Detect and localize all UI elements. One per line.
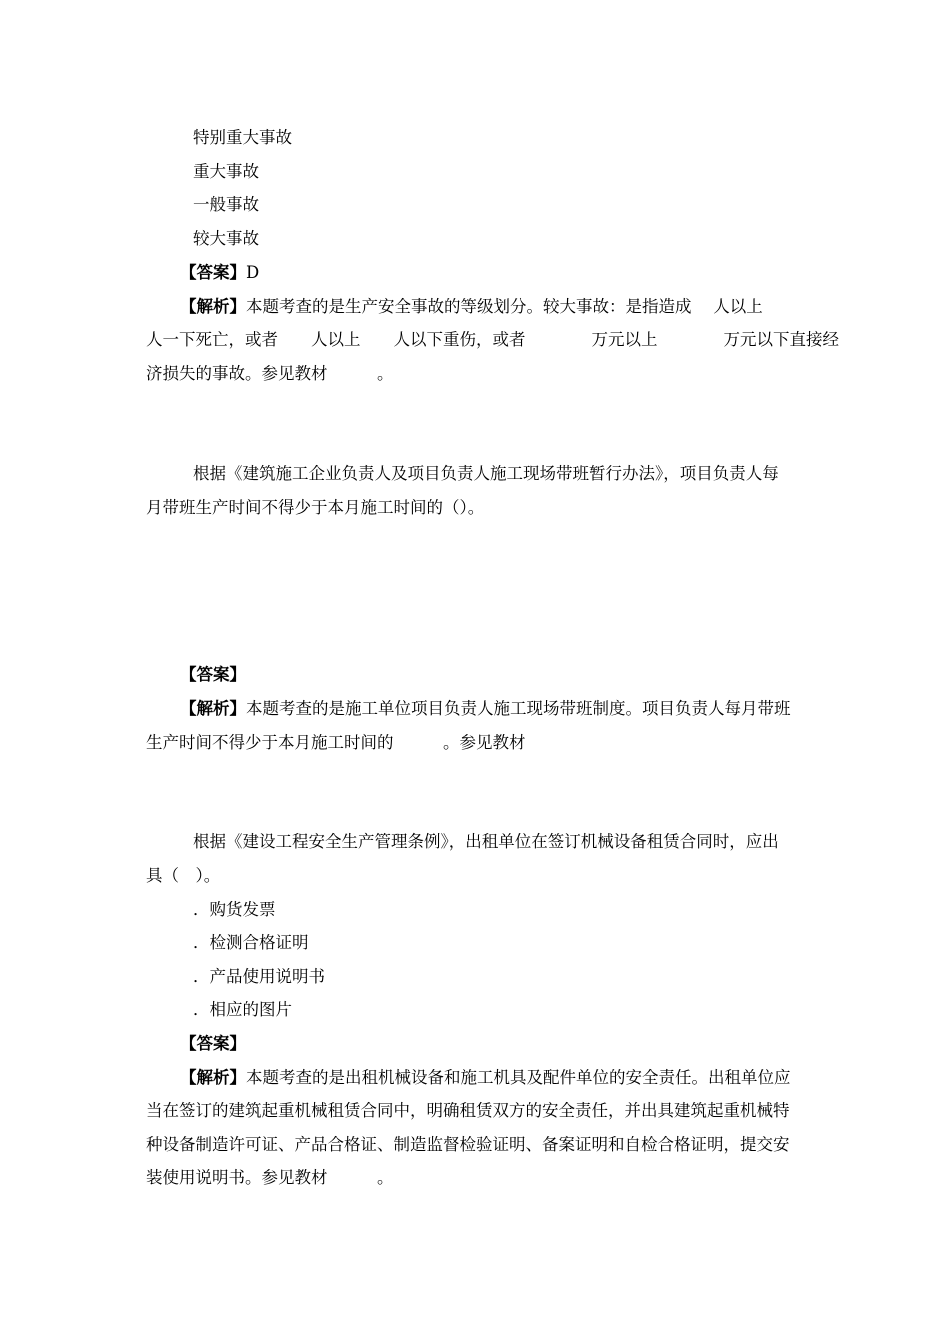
analysis-line-1 <box>180 699 791 719</box>
answer-line <box>180 1034 246 1054</box>
analysis-line-4: 装使用说明书。参见教材 。 <box>146 1168 394 1187</box>
option-a: 特别重大事故 <box>193 128 292 147</box>
answer-line <box>180 263 259 283</box>
analysis-text: 本题考查的是生产安全事故的等级划分。较大事故：是指造成 人以上 <box>246 297 763 316</box>
analysis-line-1 <box>180 1068 791 1088</box>
option-a: ．购货发票 <box>193 900 276 919</box>
analysis-line-2: 当在签订的建筑起重机械租赁合同中，明确租赁双方的安全责任，并出具建筑起重机械特 <box>146 1101 790 1120</box>
analysis-text: 本题考查的是出租机械设备和施工机具及配件单位的安全责任。出租单位应 <box>246 1068 791 1087</box>
option-d: 较大事故 <box>193 229 259 248</box>
analysis-label: 【解析】 <box>180 297 246 316</box>
answer-line <box>180 665 246 685</box>
answer-label: 【答案】 <box>180 1034 246 1053</box>
analysis-line-2: 生产时间不得少于本月施工时间的 。参见教材 <box>146 733 526 752</box>
answer-value: D <box>246 263 260 282</box>
option-c: ．产品使用说明书 <box>193 967 325 986</box>
question-stem-line-1: 根据《建筑施工企业负责人及项目负责人施工现场带班暂行办法》，项目负责人每 <box>193 464 779 483</box>
analysis-text: 本题考查的是施工单位项目负责人施工现场带班制度。项目负责人每月带班 <box>246 699 791 718</box>
analysis-line-2: 人一下死亡，或者 人以上 人以下重伤，或者 万元以上 万元以下直接经 <box>146 330 839 349</box>
question-stem-line-2: 月带班生产时间不得少于本月施工时间的（）。 <box>146 498 485 517</box>
option-d: ．相应的图片 <box>193 1000 292 1019</box>
analysis-line-1 <box>180 297 763 317</box>
question-stem-line-2: 具（ ）。 <box>146 866 221 885</box>
analysis-label: 【解析】 <box>180 699 246 718</box>
option-b: ．检测合格证明 <box>193 933 309 952</box>
option-c: 一般事故 <box>193 195 259 214</box>
option-b: 重大事故 <box>193 162 259 181</box>
question-stem-line-1: 根据《建设工程安全生产管理条例》，出租单位在签订机械设备租赁合同时，应出 <box>193 832 779 851</box>
answer-label: 【答案】 <box>180 263 246 282</box>
analysis-line-3: 济损失的事故。参见教材 。 <box>146 364 394 383</box>
analysis-label: 【解析】 <box>180 1068 246 1087</box>
analysis-line-3: 种设备制造许可证、产品合格证、制造监督检验证明、备案证明和自检合格证明，提交安 <box>146 1135 790 1154</box>
answer-label: 【答案】 <box>180 665 246 684</box>
